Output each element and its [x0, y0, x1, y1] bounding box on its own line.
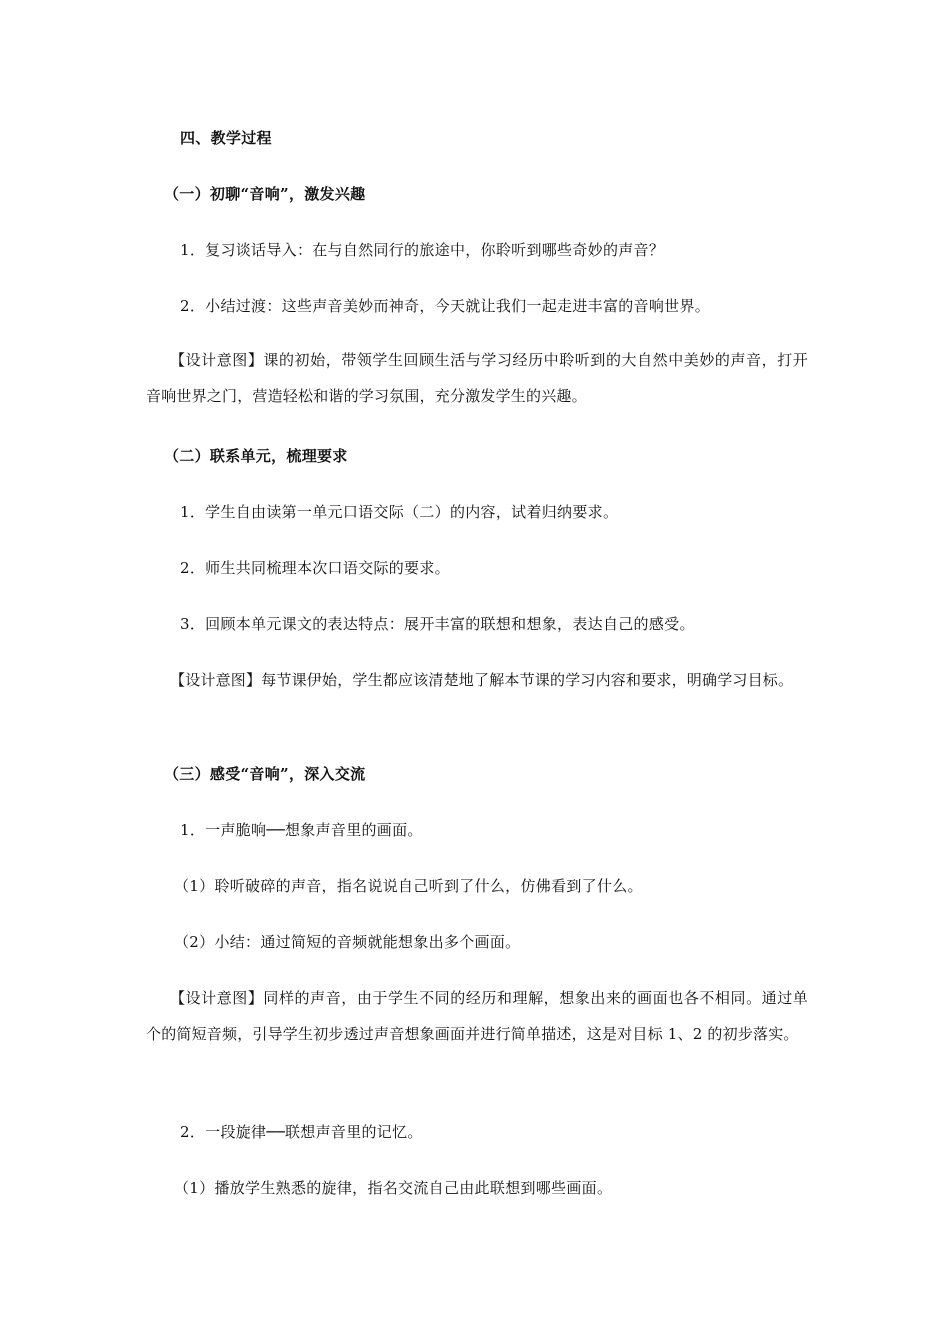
- part3-sub2-item-1: （1）播放学生熟悉的旋律，指名交流自己由此联想到哪些画面。: [174, 1179, 613, 1197]
- section-title: 四、教学过程: [180, 129, 272, 147]
- part3-heading: （三）感受“音响”，深入交流: [164, 765, 366, 783]
- part1-item-2: 2．小结过渡：这些声音美妙而神奇，今天就让我们一起走进丰富的音响世界。: [180, 297, 711, 315]
- part1-item-1: 1．复习谈话导入：在与自然同行的旅途中，你聆听到哪些奇妙的声音？: [180, 241, 665, 259]
- part3-sub1-item-1: （1）聆听破碎的声音，指名说说自己听到了什么，仿佛看到了什么。: [174, 877, 643, 895]
- part2-design-intent: 【设计意图】每节课伊始，学生都应该清楚地了解本节课的学习内容和要求，明确学习目标。: [170, 671, 794, 689]
- part2-item-3: 3．回顾本单元课文的表达特点：展开丰富的联想和想象，表达自己的感受。: [180, 615, 695, 633]
- part2-heading: （二）联系单元，梳理要求: [164, 447, 348, 465]
- part3-sub2-title: 2．一段旋律──联想声音里的记忆。: [180, 1123, 423, 1141]
- part2-item-1: 1．学生自由读第一单元口语交际（二）的内容，试着归纳要求。: [180, 503, 619, 521]
- part1-heading: （一）初聊“音响”，激发兴趣: [164, 185, 366, 203]
- part3-sub1-item-2: （2）小结：通过简短的音频就能想象出多个画面。: [174, 933, 521, 951]
- part1-design-intent: 【设计意图】课的初始，带领学生回顾生活与学习经历中聆听到的大自然中美妙的声音，打开音响世界之门，营造轻松和谐的学习氛围，充分激发学生的兴趣。: [146, 351, 808, 405]
- part3-sub1-design-intent: 【设计意图】同样的声音，由于学生不同的经历和理解，想象出来的画面也各不相同。通过单个的简短音频，引导学生初步透过声音想象画面并进行简单描述，这是对目标 1、2 的初步落实。: [146, 989, 808, 1043]
- part2-item-2: 2．师生共同梳理本次口语交际的要求。: [180, 559, 450, 577]
- part3-sub1-title: 1．一声脆响──想象声音里的画面。: [180, 821, 423, 839]
